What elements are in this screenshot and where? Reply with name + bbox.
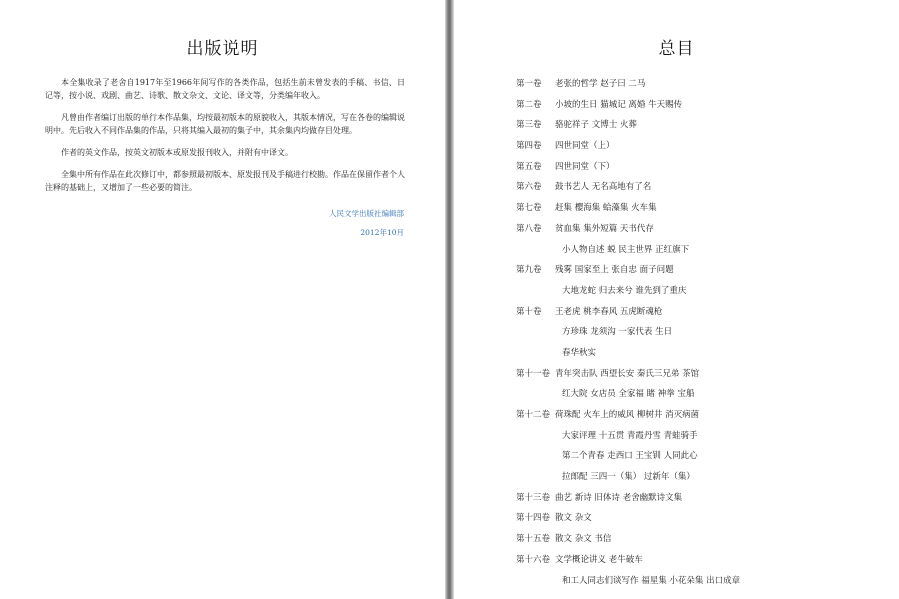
toc-volume-contents: 春华秋实 [562, 347, 597, 358]
toc-volume-contents: 骆驼祥子 文博士 火葬 [555, 120, 637, 131]
toc-volume-contents: 方珍珠 龙须沟 一家代表 生日 [562, 327, 673, 338]
toc-volume-label: 第十卷 [516, 306, 542, 317]
toc-volume-label: 第十六卷 [516, 554, 551, 565]
toc-volume-contents: 四世同堂（上） [555, 141, 615, 152]
toc-line [516, 508, 886, 529]
toc-line [516, 74, 886, 95]
toc-volume-contents: 王老虎 桃李春风 五虎断魂枪 [555, 306, 663, 317]
toc-volume-contents: 青年突击队 西望长安 秦氏三兄弟 茶馆 [555, 368, 700, 379]
toc-volume-contents: 荷珠配 火车上的威风 柳树井 消灭病菌 [555, 410, 700, 420]
toc-line [516, 571, 886, 592]
toc-volume-label: 第十四卷 [516, 513, 551, 524]
publisher-signature: 人民文学出版社编辑部 [329, 209, 404, 218]
toc-volume-contents: 大家评理 十五贯 青霞丹雪 青蛙骑手 [562, 430, 698, 441]
toc-line [516, 260, 886, 281]
paragraph: 全集中所有作品在此次修订中，都参照最初版本、原发报刊及手稿进行校勘。作品在保留作者个人注释的基础上，又增加了一些必要的简注。 [45, 170, 405, 192]
toc-line [516, 446, 886, 467]
toc-volume-contents: 小坡的生日 猫城记 离婚 牛天赐传 [555, 99, 683, 110]
toc-volume-label: 第五卷 [516, 161, 542, 172]
toc-title: 总目 [658, 39, 695, 59]
toc-line [516, 550, 886, 571]
left-page [0, 0, 445, 599]
toc-volume-contents: 散文 杂文 书信 [555, 534, 612, 545]
toc-volume-contents: 大地龙蛇 归去来兮 谁先到了重庆 [562, 285, 687, 296]
right-page [454, 0, 899, 599]
toc-volume-contents: 文学概论讲义 老牛破车 [555, 554, 643, 565]
toc-volume-label: 第一卷 [516, 79, 542, 89]
toc-volume-label: 第三卷 [516, 120, 542, 131]
toc-volume-contents: 拉郎配 三四一（集） 过新年（集） [562, 472, 695, 483]
toc-volume-contents: 第二个青春 走西口 王宝钏 人同此心 [562, 451, 698, 462]
toc-line [516, 281, 886, 302]
toc-volume-contents: 曲艺 新诗 旧体诗 老舍幽默诗文集 [555, 492, 683, 503]
toc-line [516, 157, 886, 178]
toc-line [516, 136, 886, 157]
toc-line [516, 364, 886, 385]
page-title: 出版说明 [186, 39, 259, 59]
page-divider [445, 0, 454, 599]
toc-line [516, 322, 886, 343]
preface-body [45, 76, 405, 203]
toc-volume-label: 第八卷 [516, 223, 542, 234]
toc-volume-contents: 贫血集 集外短篇 天书代存 [555, 223, 654, 234]
toc-volume-contents: 残雾 国家至上 张自忠 面子问题 [555, 265, 674, 276]
toc-volume-contents: 赶集 樱海集 蛤藻集 火车集 [555, 203, 657, 214]
toc-line [516, 405, 886, 426]
toc-volume-label: 第七卷 [516, 203, 542, 214]
toc-volume-contents: 红大院 女店员 全家福 睹 神拳 宝船 [562, 389, 695, 400]
table-of-contents [516, 74, 886, 591]
toc-volume-label: 第二卷 [516, 99, 542, 110]
toc-volume-contents: 散文 杂文 [555, 513, 592, 524]
toc-line [516, 95, 886, 116]
toc-line [516, 426, 886, 447]
toc-line [516, 302, 886, 323]
toc-volume-contents: 鼓书艺人 无名高地有了名 [555, 182, 652, 193]
paragraph: 作者的英文作品，按英文初版本或原发报刊收入，并附有中译文。 [61, 148, 293, 157]
toc-line [516, 529, 886, 550]
toc-volume-label: 第十三卷 [516, 492, 551, 503]
toc-line [516, 467, 886, 488]
toc-line [516, 488, 886, 509]
paragraph: 凡曾由作者编订出版的单行本作品集，均按最初版本的原貌收入，其版本情况，写在各卷的编辑说明中。先后收入不同作品集的作品，只将其编入最初的集子中，其余集内均做存目处理。 [45, 113, 405, 135]
paragraph: 本全集收录了老舍自1917年至1966年间写作的各类作品，包括生前未曾发表的手稿、书信、日记等，按小说、戏剧、曲艺、诗歌、散文杂文、文论、译文等，分类编年收入。 [45, 78, 405, 100]
toc-line [516, 115, 886, 136]
toc-volume-contents: 老张的哲学 赵子曰 二马 [555, 79, 646, 89]
toc-volume-label: 第四卷 [516, 141, 542, 152]
toc-volume-contents: 小人物自述 蜕 民主世界 正红旗下 [562, 244, 690, 255]
toc-line [516, 240, 886, 261]
toc-line [516, 177, 886, 198]
toc-volume-label: 第十一卷 [516, 368, 551, 379]
toc-line [516, 219, 886, 240]
signature-date: 2012年10月 [360, 228, 404, 237]
toc-volume-label: 第十五卷 [516, 534, 551, 545]
toc-line [516, 384, 886, 405]
toc-line [516, 343, 886, 364]
toc-volume-contents: 四世同堂（下） [555, 161, 615, 172]
toc-volume-label: 第九卷 [516, 265, 542, 276]
toc-volume-contents: 和工人同志们谈写作 福星集 小花朵集 出口成章 [562, 575, 741, 586]
toc-line [516, 198, 886, 219]
toc-volume-label: 第十二卷 [516, 410, 551, 420]
toc-volume-label: 第六卷 [516, 182, 542, 193]
